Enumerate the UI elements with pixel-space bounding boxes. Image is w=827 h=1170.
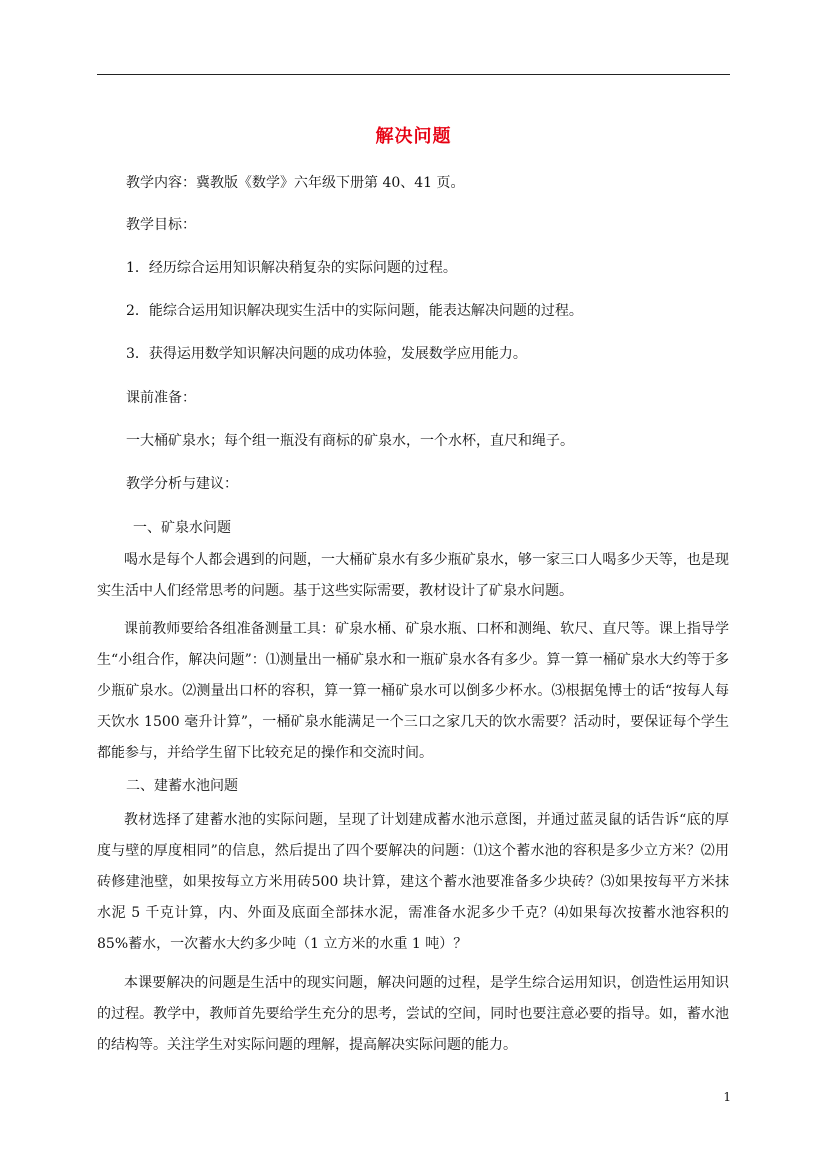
section-2-heading: 二、建蓄水池问题 (126, 778, 238, 794)
goal-item-2: 2．能综合运用知识解决现实生活中的实际问题，能表达解决问题的过程。 (126, 303, 583, 319)
page-number: 1 (723, 1090, 731, 1104)
section-1-paragraph-2: 课前教师要给各组准备测量工具：矿泉水桶、矿泉水瓶、口杯和测绳、软尺、直尺等。课上指导学生“小组合作，解决问题”：⑴测量出一桶矿泉水和一瓶矿泉水各有多少。算一算一桶矿泉水大约等于多少瓶矿泉水。⑵测量出口杯的容积，算一算一桶矿泉水可以倒多少杯水。⑶根据兔博士的话“按每人每天饮水 1500 毫升计算”，一桶矿泉水能满足一个三口之家几天的饮水需要？活动时，要保证每个学生都能参与，并给学生留下比较充足的操作和交流时间。 (97, 621, 729, 761)
section-2-paragraph-1: 教材选择了建蓄水池的实际问题，呈现了计划建成蓄水池示意图，并通过蓝灵鼠的话告诉“底的厚度与壁的厚度相同”的信息，然后提出了四个要解决的问题：⑴这个蓄水池的容积是多少立方米？⑵用砖修建池壁，如果按每立方米用砖500 块计算，建这个蓄水池要准备多少块砖？⑶如果按每平方米抹水泥 5 千克计算，内、外面及底面全部抹水泥，需准备水泥多少千克？⑷如果每次按蓄水池容积的 85%蓄水，一次蓄水大约多少吨（1 立方米的水重 1 吨）？ (97, 812, 729, 952)
analysis-heading: 教学分析与建议： (126, 476, 238, 492)
section-1-heading: 一、矿泉水问题 (133, 520, 231, 536)
prep-heading: 课前准备： (126, 390, 196, 406)
goals-heading: 教学目标： (126, 217, 196, 233)
content-line: 教学内容：冀教版《数学》六年级下册第 40、41 页。 (126, 175, 465, 191)
section-1-paragraph-1: 喝水是每个人都会遇到的问题，一大桶矿泉水有多少瓶矿泉水，够一家三口人喝多少天等，也是现实生活中人们经常思考的问题。基于这些实际需要，教材设计了矿泉水问题。 (97, 552, 729, 599)
prep-text: 一大桶矿泉水；每个组一瓶没有商标的矿泉水，一个水杯，直尺和绳子。 (126, 433, 574, 449)
goal-item-3: 3．获得运用数学知识解决问题的成功体验，发展数学应用能力。 (126, 346, 527, 362)
document-title: 解决问题 (375, 126, 452, 147)
section-2-paragraph-2: 本课要解决的问题是生活中的现实问题，解决问题的过程，是学生综合运用知识，创造性运用知识的过程。教学中，教师首先要给学生充分的思考，尝试的空间，同时也要注意必要的指导。如，蓄水池的结构等。关注学生对实际问题的理解，提高解决实际问题的能力。 (97, 975, 729, 1053)
header-rule (97, 74, 730, 75)
goal-item-1: 1．经历综合运用知识解决稍复杂的实际问题的过程。 (126, 260, 457, 276)
